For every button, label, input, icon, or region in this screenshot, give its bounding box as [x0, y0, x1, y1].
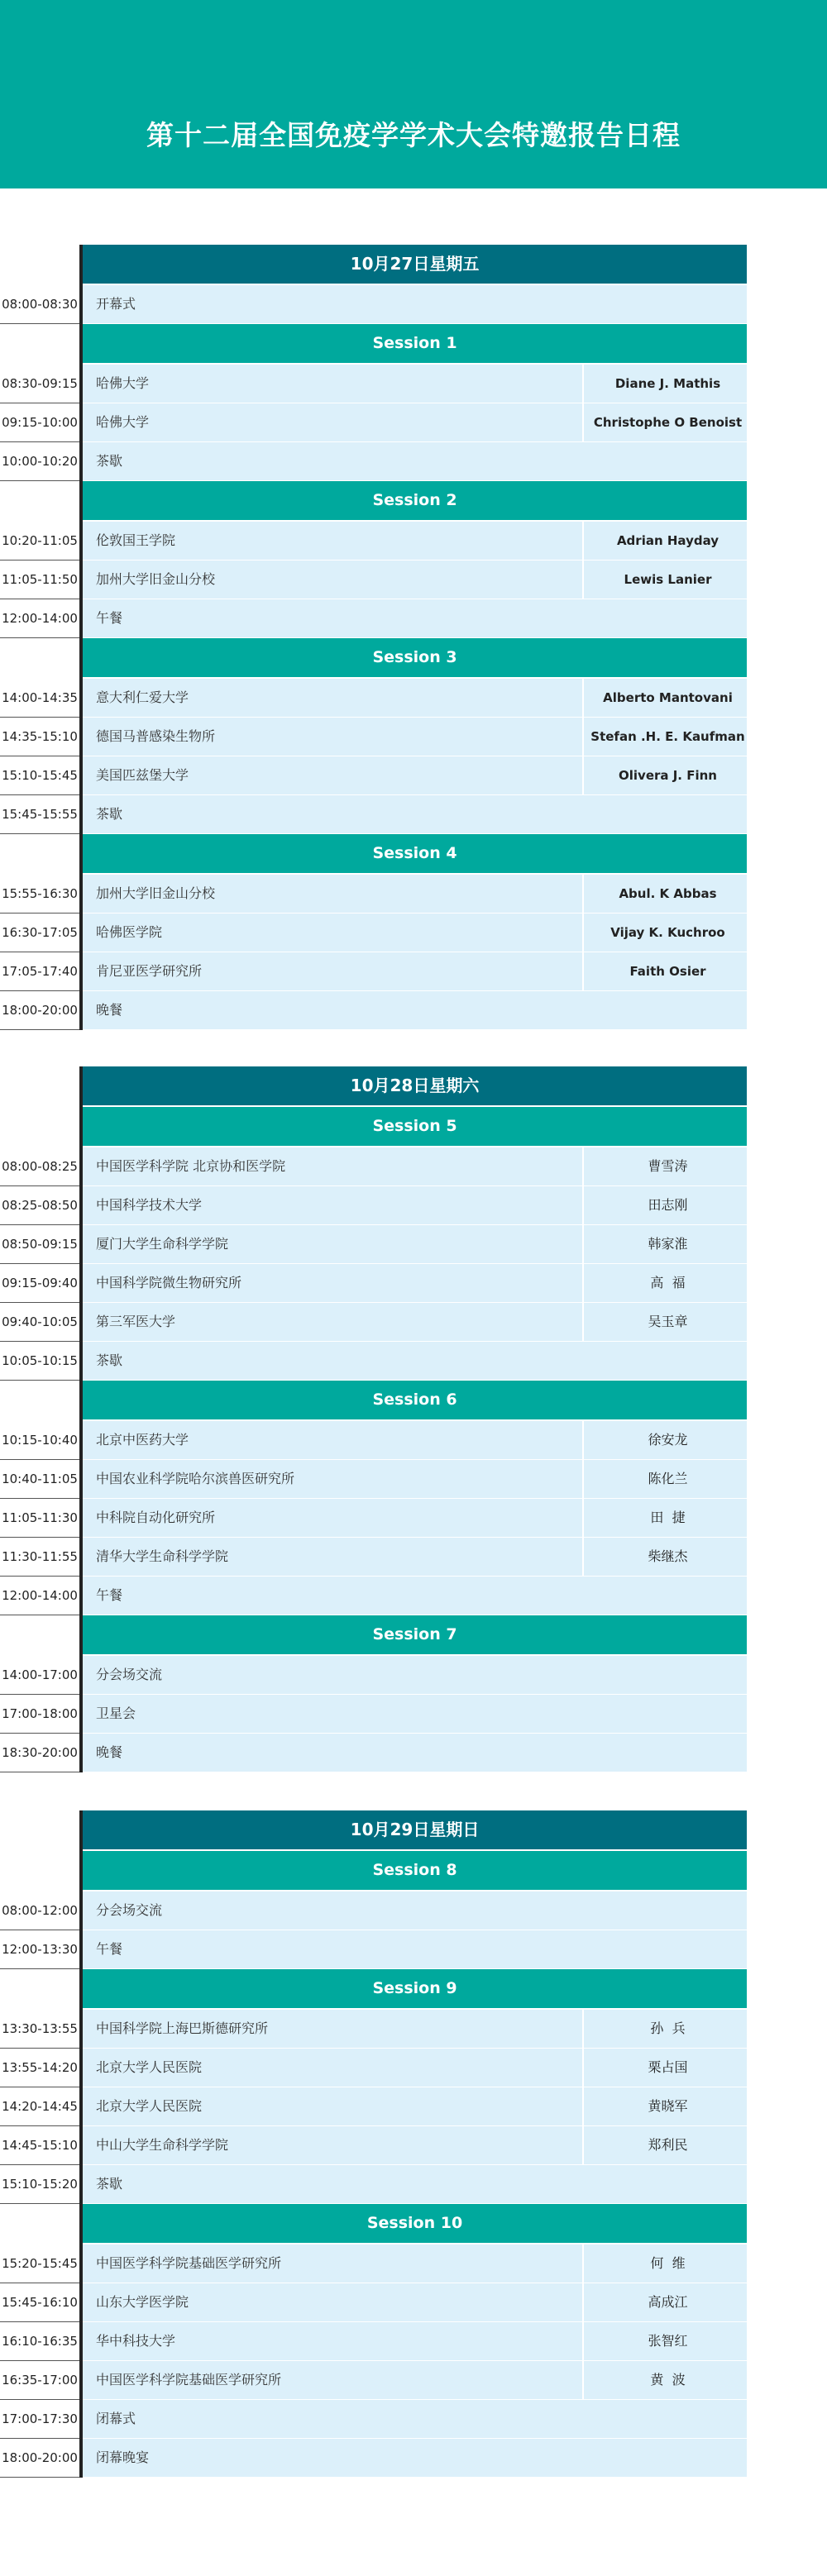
day-date-label: 10月29日星期日 — [83, 1810, 747, 1849]
day-inner — [0, 1066, 747, 1772]
row-cell — [83, 522, 747, 561]
institution-text: 山东大学医学院 — [96, 2294, 189, 2310]
session-label: Session 8 — [83, 1851, 747, 1890]
institution-text: 中国科学院微生物研究所 — [96, 1275, 242, 1290]
schedule-row — [0, 365, 747, 403]
schedule-row — [0, 1421, 747, 1460]
schedule-row — [0, 403, 747, 442]
speaker-name: Faith Osier — [582, 952, 752, 990]
speaker-name: 郑利民 — [582, 2126, 752, 2164]
speaker-name: 田 捷 — [582, 1499, 752, 1537]
day-schedule — [2, 1066, 747, 1772]
schedule-row — [0, 1734, 747, 1772]
institution-text: 中国科学技术大学 — [96, 1197, 203, 1213]
schedule-row — [0, 1538, 747, 1577]
session-header — [0, 2204, 747, 2244]
institution-text: 分会场交流 — [96, 1667, 163, 1682]
time-slot: 14:00-17:00 — [2, 1667, 78, 1682]
schedule-row — [0, 522, 747, 561]
speaker-name: 陈化兰 — [582, 1460, 752, 1498]
speaker-name: 黄 波 — [582, 2361, 752, 2399]
schedule-row — [0, 1695, 747, 1734]
time-slot: 17:00-17:30 — [2, 2411, 78, 2426]
row-cell — [83, 2361, 747, 2400]
session-label: Session 9 — [83, 1969, 747, 2008]
speaker-name: Diane J. Mathis — [582, 365, 752, 403]
schedule-row — [0, 2010, 747, 2049]
row-cell — [83, 1186, 747, 1225]
time-slot: 08:00-12:00 — [2, 1903, 78, 1918]
speaker-name: 田志刚 — [582, 1186, 752, 1224]
schedule-row — [0, 679, 747, 718]
time-slot: 11:05-11:30 — [2, 1510, 78, 1525]
session-label: Session 3 — [83, 638, 747, 677]
institution-text: 中国农业科学院哈尔滨兽医研究所 — [96, 1471, 295, 1486]
institution-text: 分会场交流 — [96, 1902, 163, 1918]
time-slot: 09:15-10:00 — [2, 415, 78, 430]
row-cell — [83, 2400, 747, 2439]
row-cell — [83, 2244, 747, 2283]
institution-text: 北京大学人民医院 — [96, 2059, 203, 2075]
day-date-header — [0, 1810, 747, 1851]
time-slot: 08:30-09:15 — [2, 376, 78, 391]
institution-text: 午餐 — [96, 1941, 123, 1957]
time-slot: 09:15-09:40 — [2, 1276, 78, 1290]
session-header — [0, 638, 747, 679]
speaker-name: 何 维 — [582, 2244, 752, 2283]
schedule-row — [0, 2439, 747, 2478]
time-slot: 15:45-15:55 — [2, 807, 78, 822]
speaker-name: 栗占国 — [582, 2049, 752, 2087]
row-cell — [83, 1930, 747, 1969]
time-slot: 10:00-10:20 — [2, 454, 78, 469]
institution-text: 茶歇 — [96, 806, 123, 822]
row-cell — [83, 1577, 747, 1615]
row-cell — [83, 1656, 747, 1695]
speaker-name: 张智红 — [582, 2322, 752, 2360]
time-slot: 14:00-14:35 — [2, 690, 78, 705]
schedule-row — [0, 2322, 747, 2361]
institution-text: 中国医学科学院基础医学研究所 — [96, 2372, 282, 2388]
session-label: Session 5 — [83, 1107, 747, 1146]
time-slot: 15:55-16:30 — [2, 886, 78, 901]
institution-text: 中科院自动化研究所 — [96, 1510, 216, 1525]
time-slot: 18:00-20:00 — [2, 1003, 78, 1018]
session-header — [0, 1107, 747, 1147]
session-header — [0, 1615, 747, 1656]
institution-text: 肯尼亚医学研究所 — [96, 963, 203, 979]
session-label: Session 10 — [83, 2204, 747, 2243]
session-header — [0, 1969, 747, 2010]
schedule-row — [0, 1656, 747, 1695]
row-cell — [83, 679, 747, 718]
time-slot: 13:55-14:20 — [2, 2060, 78, 2075]
time-slot: 11:05-11:50 — [2, 572, 78, 587]
institution-text: 北京大学人民医院 — [96, 2098, 203, 2114]
day-schedule — [2, 245, 747, 1030]
time-slot: 18:00-20:00 — [2, 2450, 78, 2465]
time-slot: 08:00-08:30 — [2, 297, 78, 312]
row-cell — [83, 952, 747, 991]
institution-text: 中山大学生命科学学院 — [96, 2137, 229, 2153]
time-slot: 16:35-17:00 — [2, 2373, 78, 2388]
time-slot: 08:00-08:25 — [2, 1159, 78, 1174]
speaker-name: 韩家淮 — [582, 1225, 752, 1263]
speaker-name: 柴继杰 — [582, 1538, 752, 1576]
day-schedule — [2, 1810, 747, 2478]
institution-text: 午餐 — [96, 1587, 123, 1603]
session-header — [0, 1381, 747, 1421]
speaker-name: Alberto Mantovani — [582, 679, 752, 717]
schedule-row — [0, 2400, 747, 2439]
row-cell — [83, 914, 747, 952]
schedule-row — [0, 599, 747, 638]
time-slot: 08:25-08:50 — [2, 1198, 78, 1213]
schedule-row — [0, 1577, 747, 1615]
institution-text: 闭幕晚宴 — [96, 2450, 150, 2465]
institution-text: 伦敦国王学院 — [96, 532, 176, 548]
row-cell — [83, 1538, 747, 1577]
schedule-row — [0, 561, 747, 599]
day-inner — [0, 1810, 747, 2478]
row-cell — [83, 1460, 747, 1499]
schedule-row — [0, 1342, 747, 1381]
institution-text: 卫星会 — [96, 1705, 136, 1721]
session-label: Session 2 — [83, 481, 747, 520]
row-cell — [83, 2165, 747, 2204]
speaker-name: 徐安龙 — [582, 1421, 752, 1459]
time-slot: 12:00-14:00 — [2, 1588, 78, 1603]
day-date-label: 10月27日星期五 — [83, 245, 747, 284]
row-cell — [83, 1891, 747, 1930]
row-cell — [83, 561, 747, 599]
time-slot: 10:15-10:40 — [2, 1433, 78, 1448]
timeline-bar — [79, 1066, 83, 1772]
row-cell — [83, 1734, 747, 1772]
session-header — [0, 834, 747, 875]
schedule-row — [0, 2126, 747, 2165]
session-header — [0, 1851, 747, 1891]
time-slot: 15:10-15:20 — [2, 2177, 78, 2192]
schedule-row — [0, 718, 747, 756]
institution-text: 晚餐 — [96, 1002, 123, 1018]
row-cell — [83, 2010, 747, 2049]
institution-text: 厦门大学生命科学学院 — [96, 1236, 229, 1252]
institution-text: 茶歇 — [96, 1352, 123, 1368]
time-divider — [0, 1029, 79, 1030]
institution-text: 第三军医大学 — [96, 1314, 176, 1329]
schedule-row — [0, 875, 747, 914]
speaker-name: Olivera J. Finn — [582, 756, 752, 794]
schedule-row — [0, 2244, 747, 2283]
session-header — [0, 481, 747, 522]
time-slot: 09:40-10:05 — [2, 1314, 78, 1329]
institution-text: 中国医学科学院基础医学研究所 — [96, 2255, 282, 2271]
time-slot: 12:00-14:00 — [2, 611, 78, 626]
time-slot: 17:00-18:00 — [2, 1706, 78, 1721]
institution-text: 哈佛大学 — [96, 375, 150, 391]
row-cell — [83, 1264, 747, 1303]
schedule-row — [0, 1499, 747, 1538]
speaker-name: Adrian Hayday — [582, 522, 752, 560]
time-slot: 11:30-11:55 — [2, 1549, 78, 1564]
day-date-label: 10月28日星期六 — [83, 1066, 747, 1105]
speaker-name: Vijay K. Kuchroo — [582, 914, 752, 952]
timeline-bar — [79, 245, 83, 1030]
institution-text: 午餐 — [96, 610, 123, 626]
row-cell — [83, 1147, 747, 1186]
speaker-name: Christophe O Benoist — [582, 403, 752, 441]
institution-text: 德国马普感染生物所 — [96, 728, 216, 744]
schedule-row — [0, 285, 747, 324]
row-cell — [83, 1303, 747, 1342]
page-header — [0, 0, 827, 188]
speaker-name: 高 福 — [582, 1264, 752, 1302]
schedule-row — [0, 1225, 747, 1264]
time-slot: 13:30-13:55 — [2, 2021, 78, 2036]
row-cell — [83, 2439, 747, 2478]
time-slot: 17:05-17:40 — [2, 964, 78, 979]
row-cell — [83, 756, 747, 795]
institution-text: 北京中医药大学 — [96, 1432, 189, 1448]
time-slot: 14:35-15:10 — [2, 729, 78, 744]
day-inner — [0, 245, 747, 1030]
schedule-row — [0, 2361, 747, 2400]
time-slot: 16:30-17:05 — [2, 925, 78, 940]
speaker-name: 黄晓军 — [582, 2087, 752, 2125]
session-label: Session 7 — [83, 1615, 747, 1654]
institution-text: 哈佛大学 — [96, 414, 150, 430]
time-slot: 08:50-09:15 — [2, 1237, 78, 1252]
institution-text: 闭幕式 — [96, 2411, 136, 2426]
row-cell — [83, 1225, 747, 1264]
day-date-header — [0, 1066, 747, 1107]
institution-text: 晚餐 — [96, 1744, 123, 1760]
page-title: 第十二届全国免疫学学术大会特邀报告日程 — [146, 119, 681, 151]
schedule-row — [0, 756, 747, 795]
institution-text: 中国医学科学院 北京协和医学院 — [96, 1158, 286, 1174]
row-cell — [83, 1342, 747, 1381]
schedule-row — [0, 1303, 747, 1342]
institution-text: 美国匹兹堡大学 — [96, 767, 189, 783]
speaker-name: 曹雪涛 — [582, 1147, 752, 1185]
row-cell — [83, 403, 747, 442]
schedule-row — [0, 1930, 747, 1969]
speaker-name: Lewis Lanier — [582, 561, 752, 599]
schedule-row — [0, 442, 747, 481]
row-cell — [83, 1421, 747, 1460]
time-slot: 18:30-20:00 — [2, 1745, 78, 1760]
schedule-row — [0, 1891, 747, 1930]
institution-text: 清华大学生命科学学院 — [96, 1548, 229, 1564]
timeline-bar — [79, 1810, 83, 2478]
speaker-name: Stefan .H. E. Kaufman — [582, 718, 752, 756]
schedule-row — [0, 1460, 747, 1499]
time-slot: 14:20-14:45 — [2, 2099, 78, 2114]
row-cell — [83, 2049, 747, 2087]
institution-text: 哈佛医学院 — [96, 924, 163, 940]
schedule-row — [0, 1147, 747, 1186]
institution-text: 中国科学院上海巴斯德研究所 — [96, 2020, 269, 2036]
row-cell — [83, 442, 747, 481]
row-cell — [83, 2126, 747, 2165]
row-cell — [83, 718, 747, 756]
time-slot: 15:10-15:45 — [2, 768, 78, 783]
row-cell — [83, 991, 747, 1030]
speaker-name: 吴玉章 — [582, 1303, 752, 1341]
row-cell — [83, 2283, 747, 2322]
session-label: Session 4 — [83, 834, 747, 873]
schedule-row — [0, 2165, 747, 2204]
time-slot: 14:45-15:10 — [2, 2138, 78, 2153]
time-divider — [0, 2477, 79, 2478]
institution-text: 茶歇 — [96, 2176, 123, 2192]
row-cell — [83, 599, 747, 638]
institution-text: 加州大学旧金山分校 — [96, 885, 216, 901]
time-slot: 10:20-11:05 — [2, 533, 78, 548]
institution-text: 茶歇 — [96, 453, 123, 469]
speaker-name: 孙 兵 — [582, 2010, 752, 2048]
schedule-row — [0, 914, 747, 952]
schedule-row — [0, 1186, 747, 1225]
schedule-row — [0, 2049, 747, 2087]
row-cell — [83, 795, 747, 834]
row-cell — [83, 285, 747, 324]
session-header — [0, 324, 747, 365]
institution-text: 意大利仁爱大学 — [96, 689, 189, 705]
schedule-row — [0, 1264, 747, 1303]
session-label: Session 6 — [83, 1381, 747, 1419]
row-cell — [83, 365, 747, 403]
row-cell — [83, 1499, 747, 1538]
schedule-row — [0, 2087, 747, 2126]
row-cell — [83, 1695, 747, 1734]
row-cell — [83, 2087, 747, 2126]
day-date-header — [0, 245, 747, 285]
speaker-name: 高成江 — [582, 2283, 752, 2321]
schedule-row — [0, 952, 747, 991]
speaker-name: Abul. K Abbas — [582, 875, 752, 913]
time-slot: 10:05-10:15 — [2, 1353, 78, 1368]
time-slot: 15:20-15:45 — [2, 2256, 78, 2271]
schedule-row — [0, 2283, 747, 2322]
time-slot: 16:10-16:35 — [2, 2334, 78, 2349]
schedule-row — [0, 991, 747, 1030]
time-slot: 12:00-13:30 — [2, 1942, 78, 1957]
institution-text: 加州大学旧金山分校 — [96, 571, 216, 587]
session-label: Session 1 — [83, 324, 747, 363]
time-slot: 15:45-16:10 — [2, 2295, 78, 2310]
row-cell — [83, 2322, 747, 2361]
row-cell — [83, 875, 747, 914]
institution-text: 华中科技大学 — [96, 2333, 176, 2349]
institution-text: 开幕式 — [96, 296, 136, 312]
schedule-row — [0, 795, 747, 834]
time-slot: 10:40-11:05 — [2, 1472, 78, 1486]
